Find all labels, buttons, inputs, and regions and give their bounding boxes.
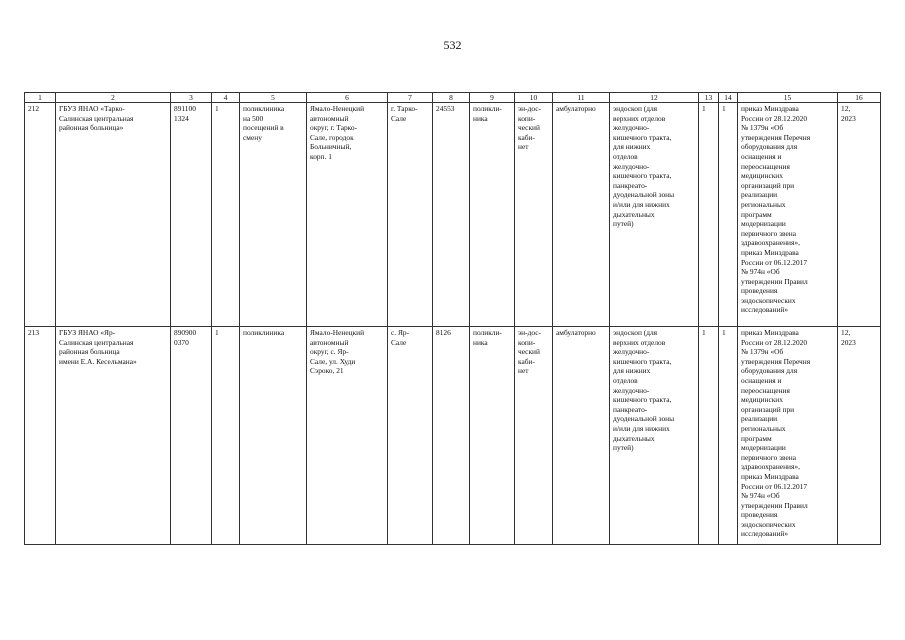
column-header: 12 [610, 93, 699, 103]
quantity-cell: 1 [719, 327, 738, 545]
unit-type-cell: поликлиника на 500 посещений в смену [240, 103, 307, 327]
address-cell: Ямало-Ненецкий автономный округ, г. Тарко- Сале, городок Больничный, корп. 1 [307, 103, 388, 327]
row-number-cell: 213 [25, 327, 56, 545]
division-cell: поликли- ника [470, 103, 515, 327]
equipment-cell: эндоскоп (для верхних отделов желудочно- кишечного тракта, для нижних отделов желудочно- кишечного тракта, панкреато- дуоденальной зоны и/или для нижних дыхательных путей) [610, 103, 699, 327]
column-header: 11 [553, 93, 610, 103]
table-row [25, 327, 881, 545]
column-header: 8 [433, 93, 470, 103]
column-header: 4 [212, 93, 240, 103]
column-header: 1 [25, 93, 56, 103]
code-cell: 891100 1324 [171, 103, 212, 327]
organization-name-cell: ГБУЗ ЯНАО «Тарко- Салинская центральная районная больница» [56, 103, 171, 327]
equipment-table [24, 92, 881, 545]
count-cell: 1 [212, 103, 240, 327]
column-header: 10 [515, 93, 553, 103]
organization-name-cell: ГБУЗ ЯНАО «Яр- Салинская центральная районная больница имени Е.А. Кесельмана» [56, 327, 171, 545]
column-header: 7 [388, 93, 433, 103]
column-header: 16 [838, 93, 881, 103]
date-cell: 12, 2023 [838, 103, 881, 327]
address-cell: Ямало-Ненецкий автономный округ, с. Яр- Сале, ул. Худи Сэроко, 21 [307, 327, 388, 545]
unit-type-cell: поликлиника [240, 327, 307, 545]
room-cell: эн-дос- копи- ческий каби- нет [515, 103, 553, 327]
equipment-cell: эндоскоп (для верхних отделов желудочно- кишечного тракта, для нижних отделов желудочно- кишечного тракта, панкреато- дуоденальной зоны и/или для нижних дыхательных путей) [610, 327, 699, 545]
column-header: 13 [699, 93, 719, 103]
column-header: 15 [738, 93, 838, 103]
column-header: 14 [719, 93, 738, 103]
quantity-cell: 1 [699, 103, 719, 327]
row-number-cell: 212 [25, 103, 56, 327]
division-cell: поликли- ника [470, 327, 515, 545]
quantity-cell: 1 [719, 103, 738, 327]
page-number: 532 [443, 38, 462, 52]
date-cell: 12, 2023 [838, 327, 881, 545]
table-row [25, 103, 881, 327]
care-mode-cell: амбулаторно [553, 327, 610, 545]
regulation-cell: приказ Минздрава России от 28.12.2020 № 1379н «Об утверждения Перечня оборудования для оснащения и переоснащения медицинских организаций при реализации региональных программ модернизации первичного звена здравоохранения», приказ Минздрава России от 06.12.2017 № 974н «Об утверждении Правил проведения эндоскопических исследований» [738, 327, 838, 545]
column-header: 5 [240, 93, 307, 103]
column-header: 9 [470, 93, 515, 103]
population-cell: 24553 [433, 103, 470, 327]
population-cell: 8126 [433, 327, 470, 545]
locality-cell: г. Тарко- Сале [388, 103, 433, 327]
count-cell: 1 [212, 327, 240, 545]
column-header: 2 [56, 93, 171, 103]
table-header-row [25, 93, 881, 103]
quantity-cell: 1 [699, 327, 719, 545]
room-cell: эн-дос- копи- ческий каби- нет [515, 327, 553, 545]
regulation-cell: приказ Минздрава России от 28.12.2020 № 1379н «Об утверждения Перечня оборудования для оснащения и переоснащения медицинских организаций при реализации региональных программ модернизации первичного звена здравоохранения», приказ Минздрава России от 06.12.2017 № 974н «Об утверждении Правил проведения эндоскопических исследований» [738, 103, 838, 327]
column-header: 3 [171, 93, 212, 103]
locality-cell: с. Яр- Сале [388, 327, 433, 545]
care-mode-cell: амбулаторно [553, 103, 610, 327]
column-header: 6 [307, 93, 388, 103]
code-cell: 890900 0370 [171, 327, 212, 545]
